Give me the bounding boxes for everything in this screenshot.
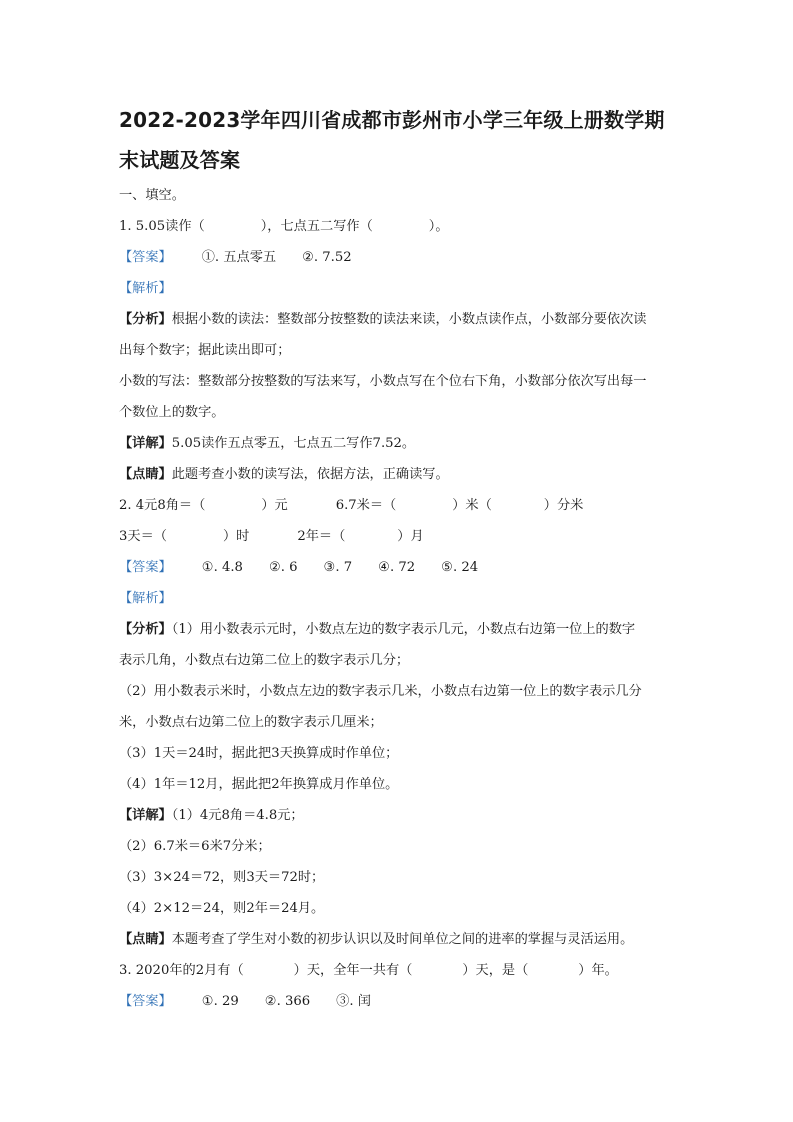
q2-analysis-line-3: （2）用小数表示米时，小数点左边的数字表示几米，小数点右边第一位上的数字表示几分 bbox=[119, 684, 642, 699]
q2-text-d: ）米（ bbox=[452, 498, 492, 513]
q1-text-c: ）。 bbox=[428, 219, 449, 234]
q2-analysis-line-5: （3）1天＝24时，据此把3天换算成时作单位； bbox=[119, 746, 399, 761]
q2-answer-4: ④. 72 bbox=[378, 560, 416, 575]
document-title-line-1: 2022-2023学年四川省成都市彭州市小学三年级上册数学期 bbox=[119, 108, 665, 132]
question-1 bbox=[119, 218, 689, 236]
q2-text-b: ）元 bbox=[261, 498, 288, 513]
q2-text-i: ）月 bbox=[397, 529, 424, 544]
q2-text-h: 2年＝（ bbox=[297, 529, 346, 544]
q3-text-d: ）年。 bbox=[578, 963, 618, 978]
q2-explain-label bbox=[119, 590, 689, 608]
q3-text-b: ）天，全年一共有（ bbox=[293, 963, 413, 978]
q1-analysis-text-1: 根据小数的读法：整数部分按整数的读法来读，小数点读作点，小数部分要依次读 bbox=[171, 312, 647, 327]
comment-label: 【点睛】 bbox=[119, 932, 172, 947]
q2-detail-text-1: （1）4元8角＝4.8元； bbox=[171, 808, 304, 823]
q2-comment bbox=[119, 931, 689, 949]
q2-analysis-line-6: （4）1年＝12月，据此把2年换算成月作单位。 bbox=[119, 777, 399, 792]
answer-label: 【答案】 bbox=[119, 560, 172, 575]
detail-label: 【详解】 bbox=[119, 436, 172, 451]
q1-answer-1: ①. 五点零五 bbox=[201, 250, 277, 265]
explain-label: 【解析】 bbox=[119, 281, 172, 296]
q2-text-g: ）时 bbox=[222, 529, 250, 544]
q2-analysis-line-1 bbox=[119, 621, 689, 639]
question-2-line-2 bbox=[119, 528, 689, 546]
explain-label: 【解析】 bbox=[119, 591, 172, 606]
question-2-line-1 bbox=[119, 497, 689, 515]
q1-text-a: 1. 5.05读作（ bbox=[119, 219, 205, 234]
answer-label: 【答案】 bbox=[119, 250, 172, 265]
comment-label: 【点睛】 bbox=[119, 467, 172, 482]
q3-answer-1: ①. 29 bbox=[201, 994, 239, 1009]
q3-text-c: ）天，是（ bbox=[462, 963, 529, 978]
q2-analysis-line-2: 表示几角，小数点右边第二位上的数字表示几分； bbox=[119, 653, 410, 668]
q1-comment-text: 此题考查小数的读写法，依据方法，正确读写。 bbox=[171, 467, 449, 482]
q2-text-e: ）分米 bbox=[543, 498, 584, 513]
analysis-label: 【分析】 bbox=[119, 312, 172, 327]
q2-analysis-text-1: （1）用小数表示元时，小数点左边的数字表示几元，小数点右边第一位上的数字 bbox=[171, 622, 636, 637]
q2-detail-line-3: （3）3×24＝72，则3天＝72时； bbox=[119, 870, 325, 885]
q1-analysis-line-4: 个数位上的数字。 bbox=[119, 405, 225, 420]
q2-answer-3: ③. 7 bbox=[323, 560, 353, 575]
q2-answer-2: ②. 6 bbox=[268, 560, 298, 575]
q1-text-b: ），七点五二写作（ bbox=[260, 219, 373, 234]
q2-comment-text: 本题考查了学生对小数的初步认识以及时间单位之间的进率的掌握与灵活运用。 bbox=[171, 932, 634, 947]
q2-answer-5: ⑤. 24 bbox=[441, 560, 479, 575]
q2-text-a: 2. 4元8角＝（ bbox=[119, 498, 206, 513]
q2-answer-1: ①. 4.8 bbox=[201, 560, 243, 575]
detail-label: 【详解】 bbox=[119, 808, 172, 823]
q1-analysis-line-3: 小数的写法：整数部分按整数的写法来写，小数点写在个位右下角，小数部分依次写出每一 bbox=[119, 374, 647, 389]
q1-answer-row bbox=[119, 249, 689, 267]
section-heading: 一、填空。 bbox=[119, 188, 185, 203]
q2-detail-line-4: （4）2×12＝24，则2年＝24月。 bbox=[119, 901, 325, 916]
analysis-label: 【分析】 bbox=[119, 622, 172, 637]
answer-label: 【答案】 bbox=[119, 994, 172, 1009]
q1-explain-label bbox=[119, 280, 689, 298]
q2-answer-row bbox=[119, 559, 689, 577]
document-title-line-2: 末试题及答案 bbox=[119, 148, 241, 172]
q1-analysis-line-2: 出每个数字；据此读出即可； bbox=[119, 343, 291, 358]
q3-text-a: 3. 2020年的2月有（ bbox=[119, 963, 244, 978]
q1-answer-2: ②. 7.52 bbox=[302, 250, 352, 265]
question-3 bbox=[119, 962, 689, 980]
q3-answer-3: ③. 闰 bbox=[336, 994, 371, 1009]
q2-detail-line-2: （2）6.7米＝6米7分米； bbox=[119, 839, 271, 854]
q1-analysis-line-1 bbox=[119, 311, 689, 329]
q2-text-f: 3天＝（ bbox=[119, 529, 167, 544]
q3-answer-2: ②. 366 bbox=[264, 994, 311, 1009]
q1-detail bbox=[119, 435, 689, 453]
q2-detail-line-1 bbox=[119, 807, 689, 825]
q2-text-c: 6.7米＝（ bbox=[335, 498, 397, 513]
q1-comment bbox=[119, 466, 689, 484]
q2-analysis-line-4: 米，小数点右边第二位上的数字表示几厘米； bbox=[119, 715, 383, 730]
q1-detail-text: 5.05读作五点零五，七点五二写作7.52。 bbox=[171, 436, 416, 451]
q3-answer-row bbox=[119, 993, 689, 1011]
